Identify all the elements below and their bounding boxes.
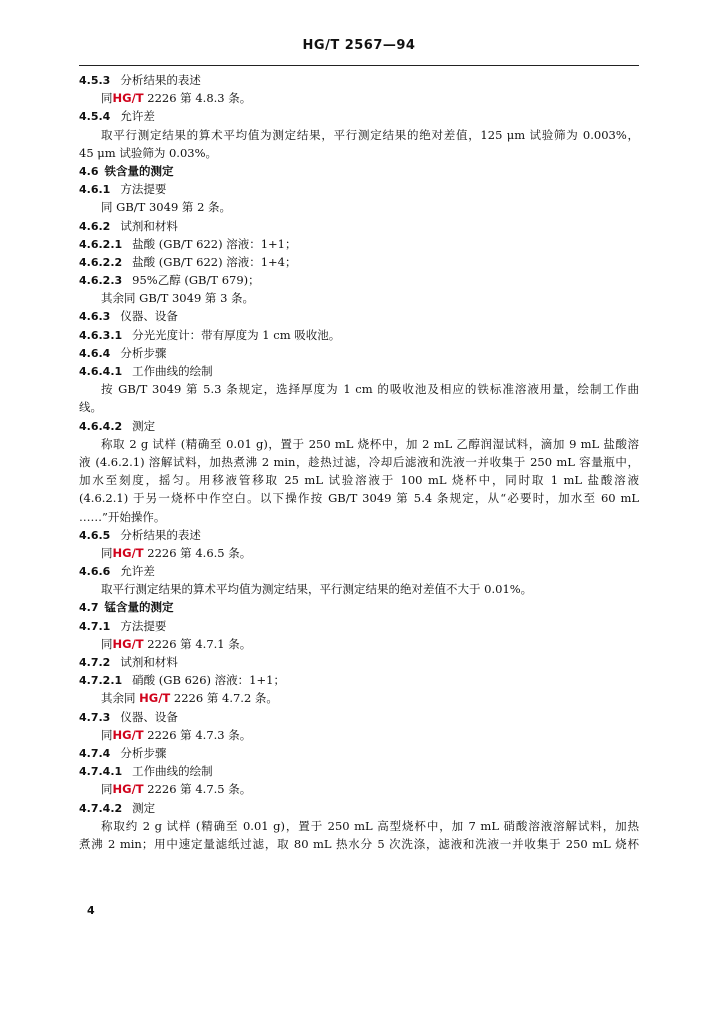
body-text-line: 按 GB/T 3049 第 5.3 条规定，选择厚度为 1 cm 的吸收池及相应的铁标准溶液用量，绘制工作曲 bbox=[101, 382, 639, 397]
body-text-line bbox=[79, 544, 639, 562]
clause-heading bbox=[79, 598, 639, 616]
clause-number: 4.6.2.1 bbox=[79, 237, 123, 251]
page-number: 4 bbox=[87, 904, 95, 917]
body-text-line bbox=[79, 726, 639, 744]
clause-number: 4.7.3 bbox=[79, 710, 111, 724]
clause-title: 仪器、设备 bbox=[120, 309, 178, 324]
clause-number: 4.6.2.2 bbox=[79, 255, 123, 269]
text-fragment: 同 bbox=[101, 636, 113, 651]
clause-heading bbox=[79, 744, 639, 762]
clause-heading bbox=[79, 671, 639, 689]
body-text-line: 煮沸 2 min；用中速定量滤纸过滤，取 80 mL 热水分 5 次洗涤，滤液和洗液一并收集于 250 mL 烧杯 bbox=[79, 836, 639, 851]
clause-title: 盐酸 (GB/T 622) 溶液：1+4； bbox=[132, 254, 297, 269]
standard-reference: HG/T bbox=[112, 91, 144, 106]
body-text-line bbox=[79, 89, 639, 107]
clause-number: 4.7.4 bbox=[79, 746, 111, 760]
clause-heading bbox=[79, 799, 639, 817]
body-text-line: 取平行测定结果的算术平均值为测定结果，平行测定结果的绝对差值不大于 0.01%。 bbox=[101, 582, 533, 597]
clause-title: 试剂和材料 bbox=[120, 655, 178, 669]
clause-number: 4.7.2.1 bbox=[79, 674, 123, 688]
standard-reference: HG/T bbox=[112, 545, 144, 560]
clause-number: 4.7 bbox=[79, 601, 99, 615]
body-text-line: 线。 bbox=[79, 400, 102, 415]
text-fragment: 其余同 bbox=[101, 691, 140, 706]
text-fragment: 同 bbox=[101, 727, 113, 742]
clause-heading bbox=[79, 653, 639, 671]
clause-number: 4.5.4 bbox=[79, 110, 111, 124]
clause-title: 分光光度计：带有厚度为 1 cm 吸收池。 bbox=[132, 327, 341, 342]
clause-heading bbox=[79, 217, 639, 235]
body-text-line: 加水至刻度，摇匀。用移液管移取 25 mL 试验溶液于 100 mL 烧杯中，同时取 1 mL 盐酸溶液 bbox=[79, 473, 639, 488]
body-text-line: 同 GB/T 3049 第 2 条。 bbox=[101, 200, 232, 215]
clause-title: 分析结果的表述 bbox=[120, 527, 201, 542]
clause-number: 4.6.2.3 bbox=[79, 274, 123, 288]
clause-heading bbox=[79, 526, 639, 544]
clause-number: 4.7.4.2 bbox=[79, 801, 123, 815]
clause-heading bbox=[79, 107, 639, 125]
document-header: HG/T 2567—94 bbox=[302, 38, 416, 53]
body-text-line: 称取约 2 g 试样 (精确至 0.01 g)，置于 250 mL 高型烧杯中，加 7 mL 硝酸溶液溶解试料，加热 bbox=[101, 818, 639, 833]
text-fragment: 2226 第 4.6.5 条。 bbox=[143, 545, 252, 560]
clause-number: 4.7.2 bbox=[79, 656, 111, 669]
clause-number: 4.6.4.1 bbox=[79, 365, 123, 378]
text-fragment: 2226 第 4.7.3 条。 bbox=[143, 727, 252, 742]
clause-heading bbox=[79, 162, 639, 180]
clause-title: 锰含量的测定 bbox=[104, 600, 174, 615]
body-text-line: 液 (4.6.2.1) 溶解试料，加热煮沸 2 min，趁热过滤，冷却后滤液和洗液一并收集于 250 mL 容量瓶中， bbox=[79, 454, 639, 469]
clause-number: 4.6.6 bbox=[79, 565, 111, 579]
body-text-line bbox=[79, 635, 639, 653]
clause-title: 硝酸 (GB 626) 溶液：1+1； bbox=[132, 673, 285, 688]
clause-number: 4.6.4.2 bbox=[79, 419, 123, 433]
clause-title: 方法提要 bbox=[120, 182, 167, 197]
clause-heading bbox=[79, 417, 639, 435]
clause-title: 测定 bbox=[132, 800, 156, 815]
standard-reference: HG/T bbox=[112, 782, 144, 797]
body-text-line: 称取 2 g 试样 (精确至 0.01 g)，置于 250 mL 烧杯中，加 2 mL 乙醇润湿试料，滴加 9 mL 盐酸溶 bbox=[101, 436, 639, 451]
clause-heading bbox=[79, 362, 639, 380]
body-text-line: 45 μm 试验筛为 0.03%。 bbox=[79, 145, 218, 160]
text-fragment: 同 bbox=[101, 782, 113, 797]
text-fragment: 同 bbox=[101, 545, 113, 560]
clause-heading bbox=[79, 180, 639, 198]
clause-heading bbox=[79, 235, 639, 253]
document-body bbox=[79, 71, 639, 853]
clause-heading bbox=[79, 617, 639, 635]
clause-title: 盐酸 (GB/T 622) 溶液：1+1； bbox=[132, 236, 297, 251]
clause-heading bbox=[79, 762, 639, 780]
clause-heading bbox=[79, 271, 639, 289]
body-text-line bbox=[79, 689, 639, 707]
header-divider bbox=[79, 65, 639, 66]
body-text-line: ……”开始操作。 bbox=[79, 509, 166, 524]
text-fragment: 2226 第 4.7.5 条。 bbox=[143, 782, 252, 797]
clause-title: 工作曲线的绘制 bbox=[132, 364, 213, 378]
standard-reference: HG/T bbox=[139, 691, 171, 706]
clause-number: 4.6 bbox=[79, 164, 99, 178]
text-fragment: 2226 第 4.7.2 条。 bbox=[170, 691, 278, 706]
body-text-line: 取平行测定结果的算术平均值为测定结果，平行测定结果的绝对差值，125 μm 试验筛为 0.003%， bbox=[101, 127, 639, 142]
clause-title: 允许差 bbox=[120, 109, 155, 124]
clause-heading bbox=[79, 253, 639, 271]
body-text-line: (4.6.2.1) 于另一烧杯中作空白。以下操作按 GB/T 3049 第 5.4 条规定，从“必要时，加水至 60 mL bbox=[79, 491, 639, 506]
text-fragment: 2226 第 4.7.1 条。 bbox=[143, 636, 252, 651]
clause-title: 方法提要 bbox=[120, 618, 167, 633]
clause-title: 工作曲线的绘制 bbox=[132, 764, 213, 779]
clause-title: 仪器、设备 bbox=[120, 709, 178, 724]
clause-number: 4.6.3.1 bbox=[79, 328, 123, 342]
clause-heading bbox=[79, 344, 639, 362]
clause-number: 4.6.2 bbox=[79, 219, 111, 233]
clause-title: 测定 bbox=[132, 418, 156, 433]
clause-number: 4.7.1 bbox=[79, 619, 111, 633]
clause-title: 分析步骤 bbox=[120, 345, 167, 360]
text-fragment: 2226 第 4.8.3 条。 bbox=[143, 91, 252, 106]
clause-number: 4.6.5 bbox=[79, 528, 111, 542]
clause-title: 95%乙醇 (GB/T 679)； bbox=[132, 273, 260, 288]
clause-number: 4.5.3 bbox=[79, 74, 111, 87]
clause-heading bbox=[79, 307, 639, 325]
text-fragment: 同 bbox=[101, 91, 113, 106]
body-text-line: 其余同 GB/T 3049 第 3 条。 bbox=[101, 291, 255, 306]
clause-heading bbox=[79, 326, 639, 344]
clause-title: 分析步骤 bbox=[120, 745, 167, 760]
clause-heading bbox=[79, 71, 639, 89]
clause-number: 4.6.3 bbox=[79, 310, 111, 324]
standard-reference: HG/T bbox=[112, 727, 144, 742]
body-text-line bbox=[79, 780, 639, 798]
standard-reference: HG/T bbox=[112, 636, 144, 651]
clause-number: 4.6.4 bbox=[79, 346, 111, 360]
clause-number: 4.6.1 bbox=[79, 183, 111, 197]
clause-heading bbox=[79, 708, 639, 726]
clause-number: 4.7.4.1 bbox=[79, 765, 123, 779]
clause-heading bbox=[79, 562, 639, 580]
clause-title: 允许差 bbox=[120, 564, 155, 579]
clause-title: 试剂和材料 bbox=[120, 218, 178, 233]
clause-title: 分析结果的表述 bbox=[120, 73, 201, 87]
clause-title: 铁含量的测定 bbox=[104, 163, 174, 178]
